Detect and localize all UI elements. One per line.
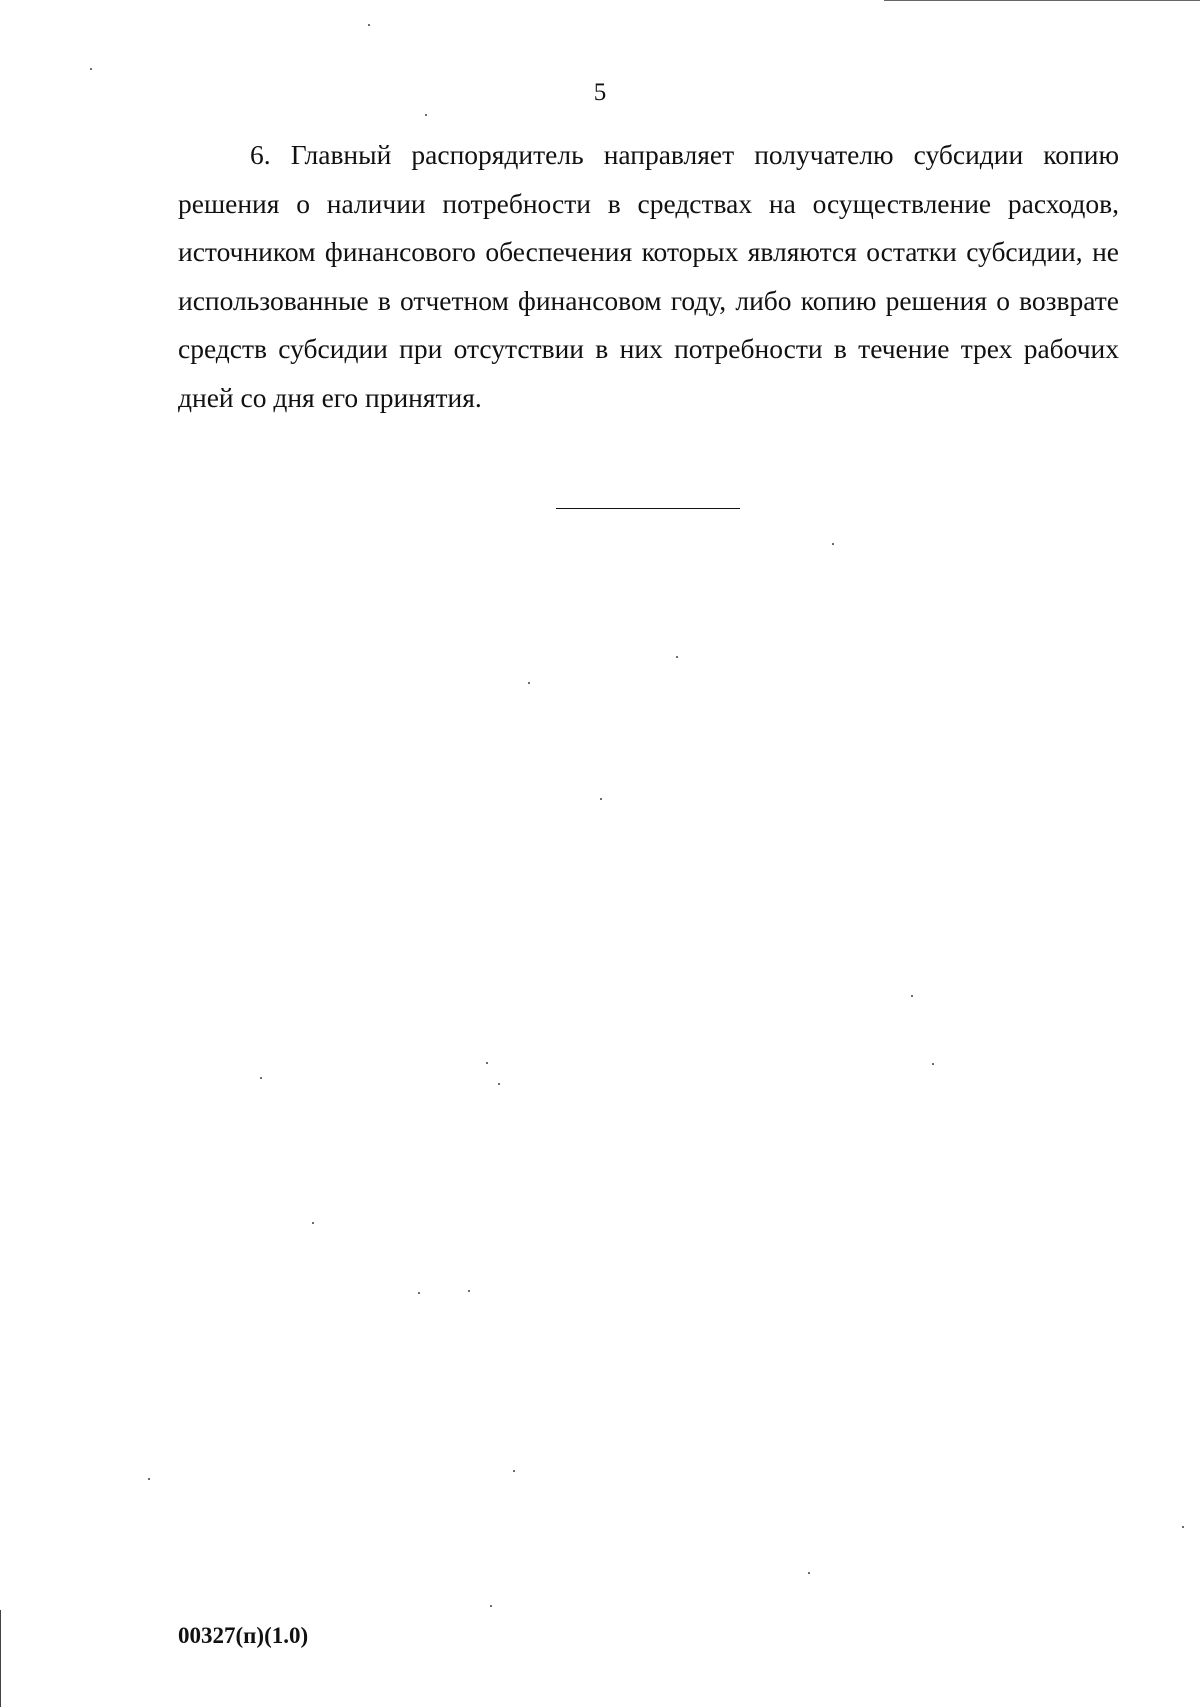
scan-speck	[676, 656, 678, 658]
scan-speck	[490, 1605, 492, 1607]
scan-speck	[932, 1063, 934, 1065]
scan-speck	[832, 543, 834, 545]
end-separator-line	[556, 508, 740, 509]
scan-speck	[513, 1470, 515, 1472]
scan-speck	[90, 68, 92, 70]
scan-speck	[418, 1292, 420, 1294]
scan-speck	[468, 1290, 470, 1292]
scan-edge-top	[884, 0, 1200, 1]
scan-speck	[312, 1222, 314, 1224]
scan-speck	[528, 682, 530, 684]
scan-speck	[148, 1478, 150, 1480]
page-number: 5	[593, 79, 607, 106]
scan-speck	[808, 1572, 810, 1574]
scan-speck	[368, 24, 370, 26]
scan-speck	[1182, 1526, 1184, 1528]
scan-speck	[260, 1077, 262, 1079]
scan-speck	[911, 995, 913, 997]
body-paragraph: 6. Главный распорядитель направляет получателю субсидии копию решения о наличии потребности в средствах на осуществление расходов, источником финансового обеспечения которых являются остатки субсидии, не использованные в отчетном финансовом году, либо копию решения о возврате средств субсидии при отсутствии в них потребности в течение трех рабочих дней со дня его принятия.	[178, 139, 1119, 413]
scan-speck	[600, 798, 602, 800]
scan-speck	[498, 1083, 500, 1085]
scan-speck	[425, 114, 427, 116]
scan-edge-left	[0, 1610, 1, 1707]
scan-speck	[486, 1062, 488, 1064]
document-code: 00327(п)(1.0)	[178, 1623, 309, 1648]
